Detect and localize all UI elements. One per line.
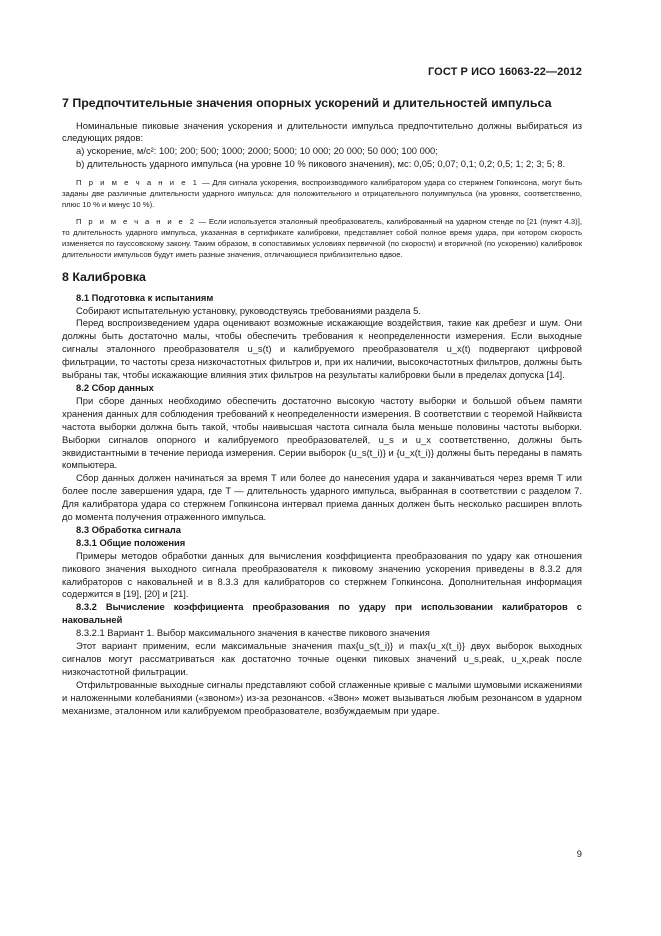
s831-p1: Примеры методов обработки данных для вычисления коэффициента преобразования по удару как отношения пикового значения выходного сигнала преобразователя к пиковому значению ускорения приведены в 8.3.2 для калибраторов с наковальней и в 8.3.3 для калибраторов со стержнем Гопкинсона. Дополнительная информация содержится в [19], [20] и [21]. [62, 549, 582, 600]
section-8-3-title: 8.3 Обработка сигнала [76, 523, 181, 535]
s8321-heading: 8.3.2.1 Вариант 1. Выбор максимального значения в качестве пикового значения [76, 627, 430, 639]
note-2-text: — Если используется эталонный преобразователь, калиброванный на ударном стенде по [21 (пункт 4.3)], то длительность ударного импульса, указанная в сертификате калибровки, представляет собой полное время удара, при котором скорость изменяется по гауссовскому закону. Таким образом, в сопоставимых условиях первичной (по скорости) и вторичной (по ускорению) калибровок длительности импульсов будут иметь разные значения, отличающиеся приблизительно вдвое. [62, 217, 582, 260]
standard-header: ГОСТ Р ИСО 16063-22—2012 [427, 66, 582, 78]
section-8-3-1-title: 8.3.1 Общие положения [76, 536, 186, 548]
s82-p2: Сбор данных должен начинаться за время T или более до нанесения удара и заканчиваться через время T или более после завершения удара, где T — длительность ударного импульса, выбранная в соответствии с разделом 7. Для калибратора удара со стержнем Гопкинсона интервал приема данных должен быть несколько расширен вплоть до момента получения отраженного импульса. [62, 472, 582, 523]
page-body [62, 96, 582, 718]
note-1-label: П р и м е ч а н и е 1 [76, 178, 200, 188]
section-8-1-title: 8.1 Подготовка к испытаниям [76, 291, 214, 303]
section-8-3-2-title: 8.3.2 Вычисление коэффициента преобразования по удару при использовании калибраторов с наковальней [62, 601, 582, 626]
section-7-title: 7 Предпочтительные значения опорных ускорений и длительностей импульса [62, 96, 552, 110]
s81-p2: Перед воспроизведением удара оценивают возможные искажающие воздействия, такие как дребезг и шум. Они должны быть достаточно малы, чтобы обеспечить требования к неопределенности измерения. Если выходные сигналы эталонного преобразователя u_s(t) и калибруемого преобразователя u_x(t) подвергают цифровой фильтрации, то частоты среза низкочастотных фильтров и, при их наличии, высокочастотных фильтров, должны быть выбраны так, чтобы искажающие влияния этих фильтров на результаты калибровки были в пределах допуска [14]. [62, 317, 582, 381]
s7-item-a: а) ускорение, м/с²: 100; 200; 500; 1000; 2000; 5000; 10 000; 20 000; 50 000; 100 000; [76, 145, 438, 157]
s7-item-b: b) длительность ударного импульса (на уровне 10 % пикового значения), мс: 0,05; 0,07; 0,1; 0,2; 0,5; 1; 2; 3; 5; 8. [76, 158, 566, 170]
s82-p1: При сборе данных необходимо обеспечить достаточно высокую частоту выборки и большой объем памяти хранения данных для соблюдения требований к неопределенности измерения. В соответствии с теоремой Найквиста частота выборки должна быть такой, чтобы наивысшая частота сигнала была меньше половины частоты выборки. Выборки сигналов опорного и калибруемого преобразователей, u_s и u_x соответственно, должны быть эквидистантными в течение периода измерения. Серии выборок {u_s(t_i)} и {u_x(t_i)} должны быть переданы в память компьютера. [62, 394, 582, 471]
page-number: 9 [576, 848, 582, 859]
note-1-text: — Для сигнала ускорения, воспроизводимого калибратором удара со стержнем Гопкинсона, могут быть заданы две различные длительности ударного импульса: для положительного и отрицательного полуимпульса (на уровнях, соответственно, плюс 10 % и минус 10 %). [62, 178, 582, 210]
s8321-p2: Отфильтрованные выходные сигналы представляют собой сглаженные кривые с малыми шумовыми искажениями и наложенными колебаниями («звоном») из-за резонансов. «Звон» может вызываться любым резонансом в ударном механизме, эталонном или калибруемом преобразователе, возбуждаемым при ударе. [62, 678, 582, 716]
s8321-p1: Этот вариант применим, если максимальные значения max{u_s(t_i)} и max{u_x(t_i)} двух выборок выходных сигналов могут рассматриваться как достаточно точные оценки пиковых значений u_s,peak, u_x,peak после низкочастотной фильтрации. [62, 640, 582, 677]
note-1 [62, 177, 582, 210]
s7-intro: Номинальные пиковые значения ускорения и длительности импульса предпочтительно должны выбираться из следующих рядов: [62, 119, 582, 144]
note-2 [62, 216, 582, 260]
section-8-2-title: 8.2 Сбор данных [76, 381, 154, 393]
note-2-label: П р и м е ч а н и е 2 [76, 217, 197, 227]
s81-p1: Собирают испытательную установку, руководствуясь требованиями раздела 5. [76, 304, 421, 316]
section-8-title: 8 Калибровка [62, 270, 146, 285]
